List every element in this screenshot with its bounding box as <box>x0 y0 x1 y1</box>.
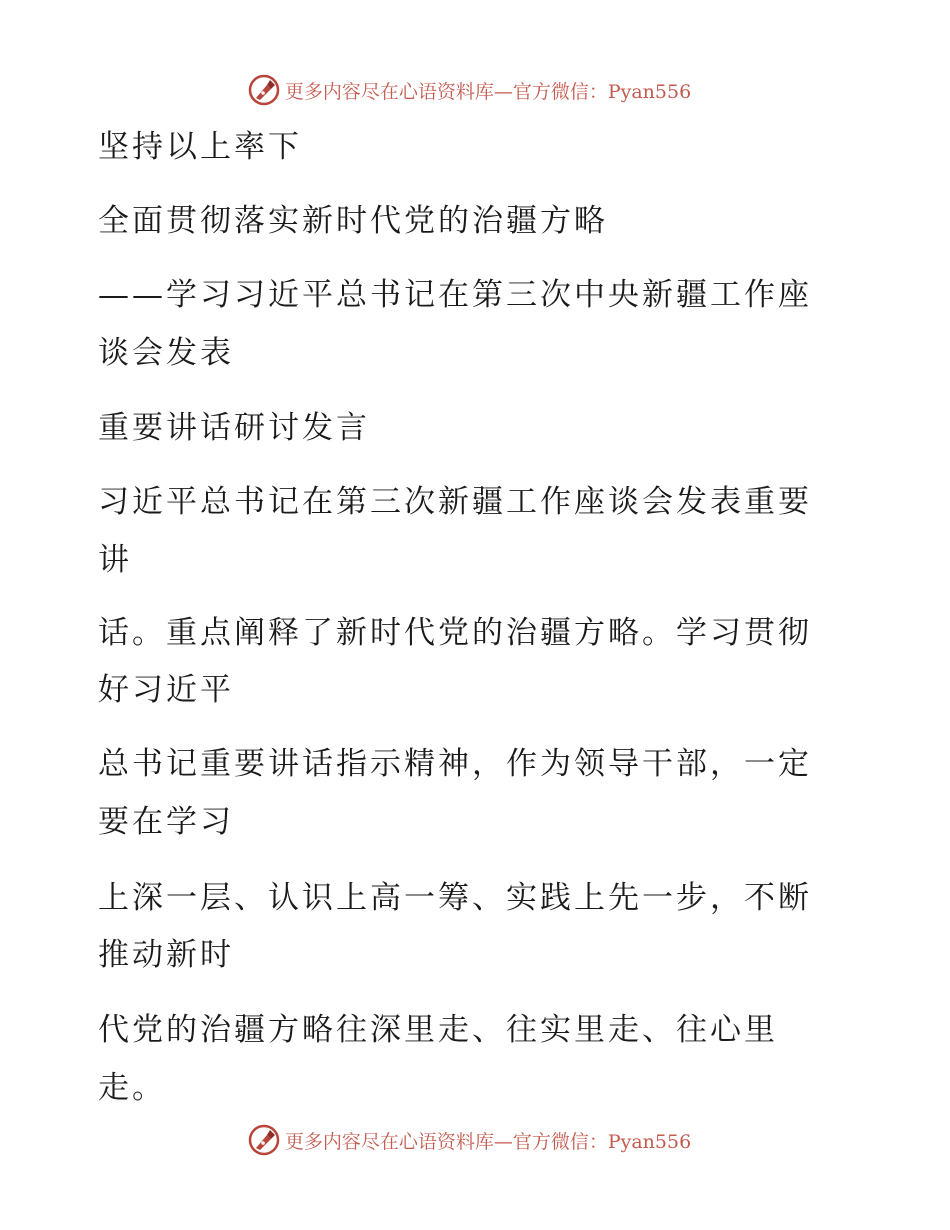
paragraph-line: 话。重点阐释了新时代党的治疆方略。学习贯彻 <box>98 615 812 651</box>
banner-content <box>247 73 691 107</box>
paragraph-line: 上深一层、认识上高一筹、实践上先一步，不断 <box>98 880 812 916</box>
banner-main-text: 更多内容尽在心语资料库—官方微信： <box>284 1130 608 1153</box>
header-banner <box>0 72 950 108</box>
wechat-id: Pyan556 <box>607 1130 692 1153</box>
title-line: 全面贯彻落实新时代党的治疆方略 <box>98 203 608 239</box>
heading-line: 坚持以上率下 <box>98 129 302 165</box>
banner-text <box>285 77 691 104</box>
paragraph-line: 代党的治疆方略往深里走、往实里走、往心里 <box>98 1012 778 1048</box>
banner-text <box>285 1127 691 1154</box>
footer-banner <box>0 1122 950 1158</box>
pen-nib-logo-icon <box>247 73 281 107</box>
paragraph-line-cont: 讲 <box>98 542 132 578</box>
banner-main-text: 更多内容尽在心语资料库—官方微信： <box>284 80 608 103</box>
paragraph-line-cont: 推动新时 <box>98 937 234 973</box>
paragraph-line-cont: 好习近平 <box>98 672 234 708</box>
wechat-id: Pyan556 <box>607 80 692 103</box>
paragraph-line: 总书记重要讲话指示精神，作为领导干部，一定 <box>98 746 812 782</box>
subtitle-line: 重要讲话研讨发言 <box>98 410 370 446</box>
subtitle-line: ——学习习近平总书记在第三次中央新疆工作座 <box>98 277 812 313</box>
paragraph-line-cont: 要在学习 <box>98 804 234 840</box>
banner-content <box>247 1123 691 1157</box>
paragraph-line-cont: 走。 <box>98 1070 166 1106</box>
paragraph-line: 习近平总书记在第三次新疆工作座谈会发表重要 <box>98 484 812 520</box>
subtitle-line-cont: 谈会发表 <box>98 335 234 371</box>
pen-nib-logo-icon <box>247 1123 281 1157</box>
